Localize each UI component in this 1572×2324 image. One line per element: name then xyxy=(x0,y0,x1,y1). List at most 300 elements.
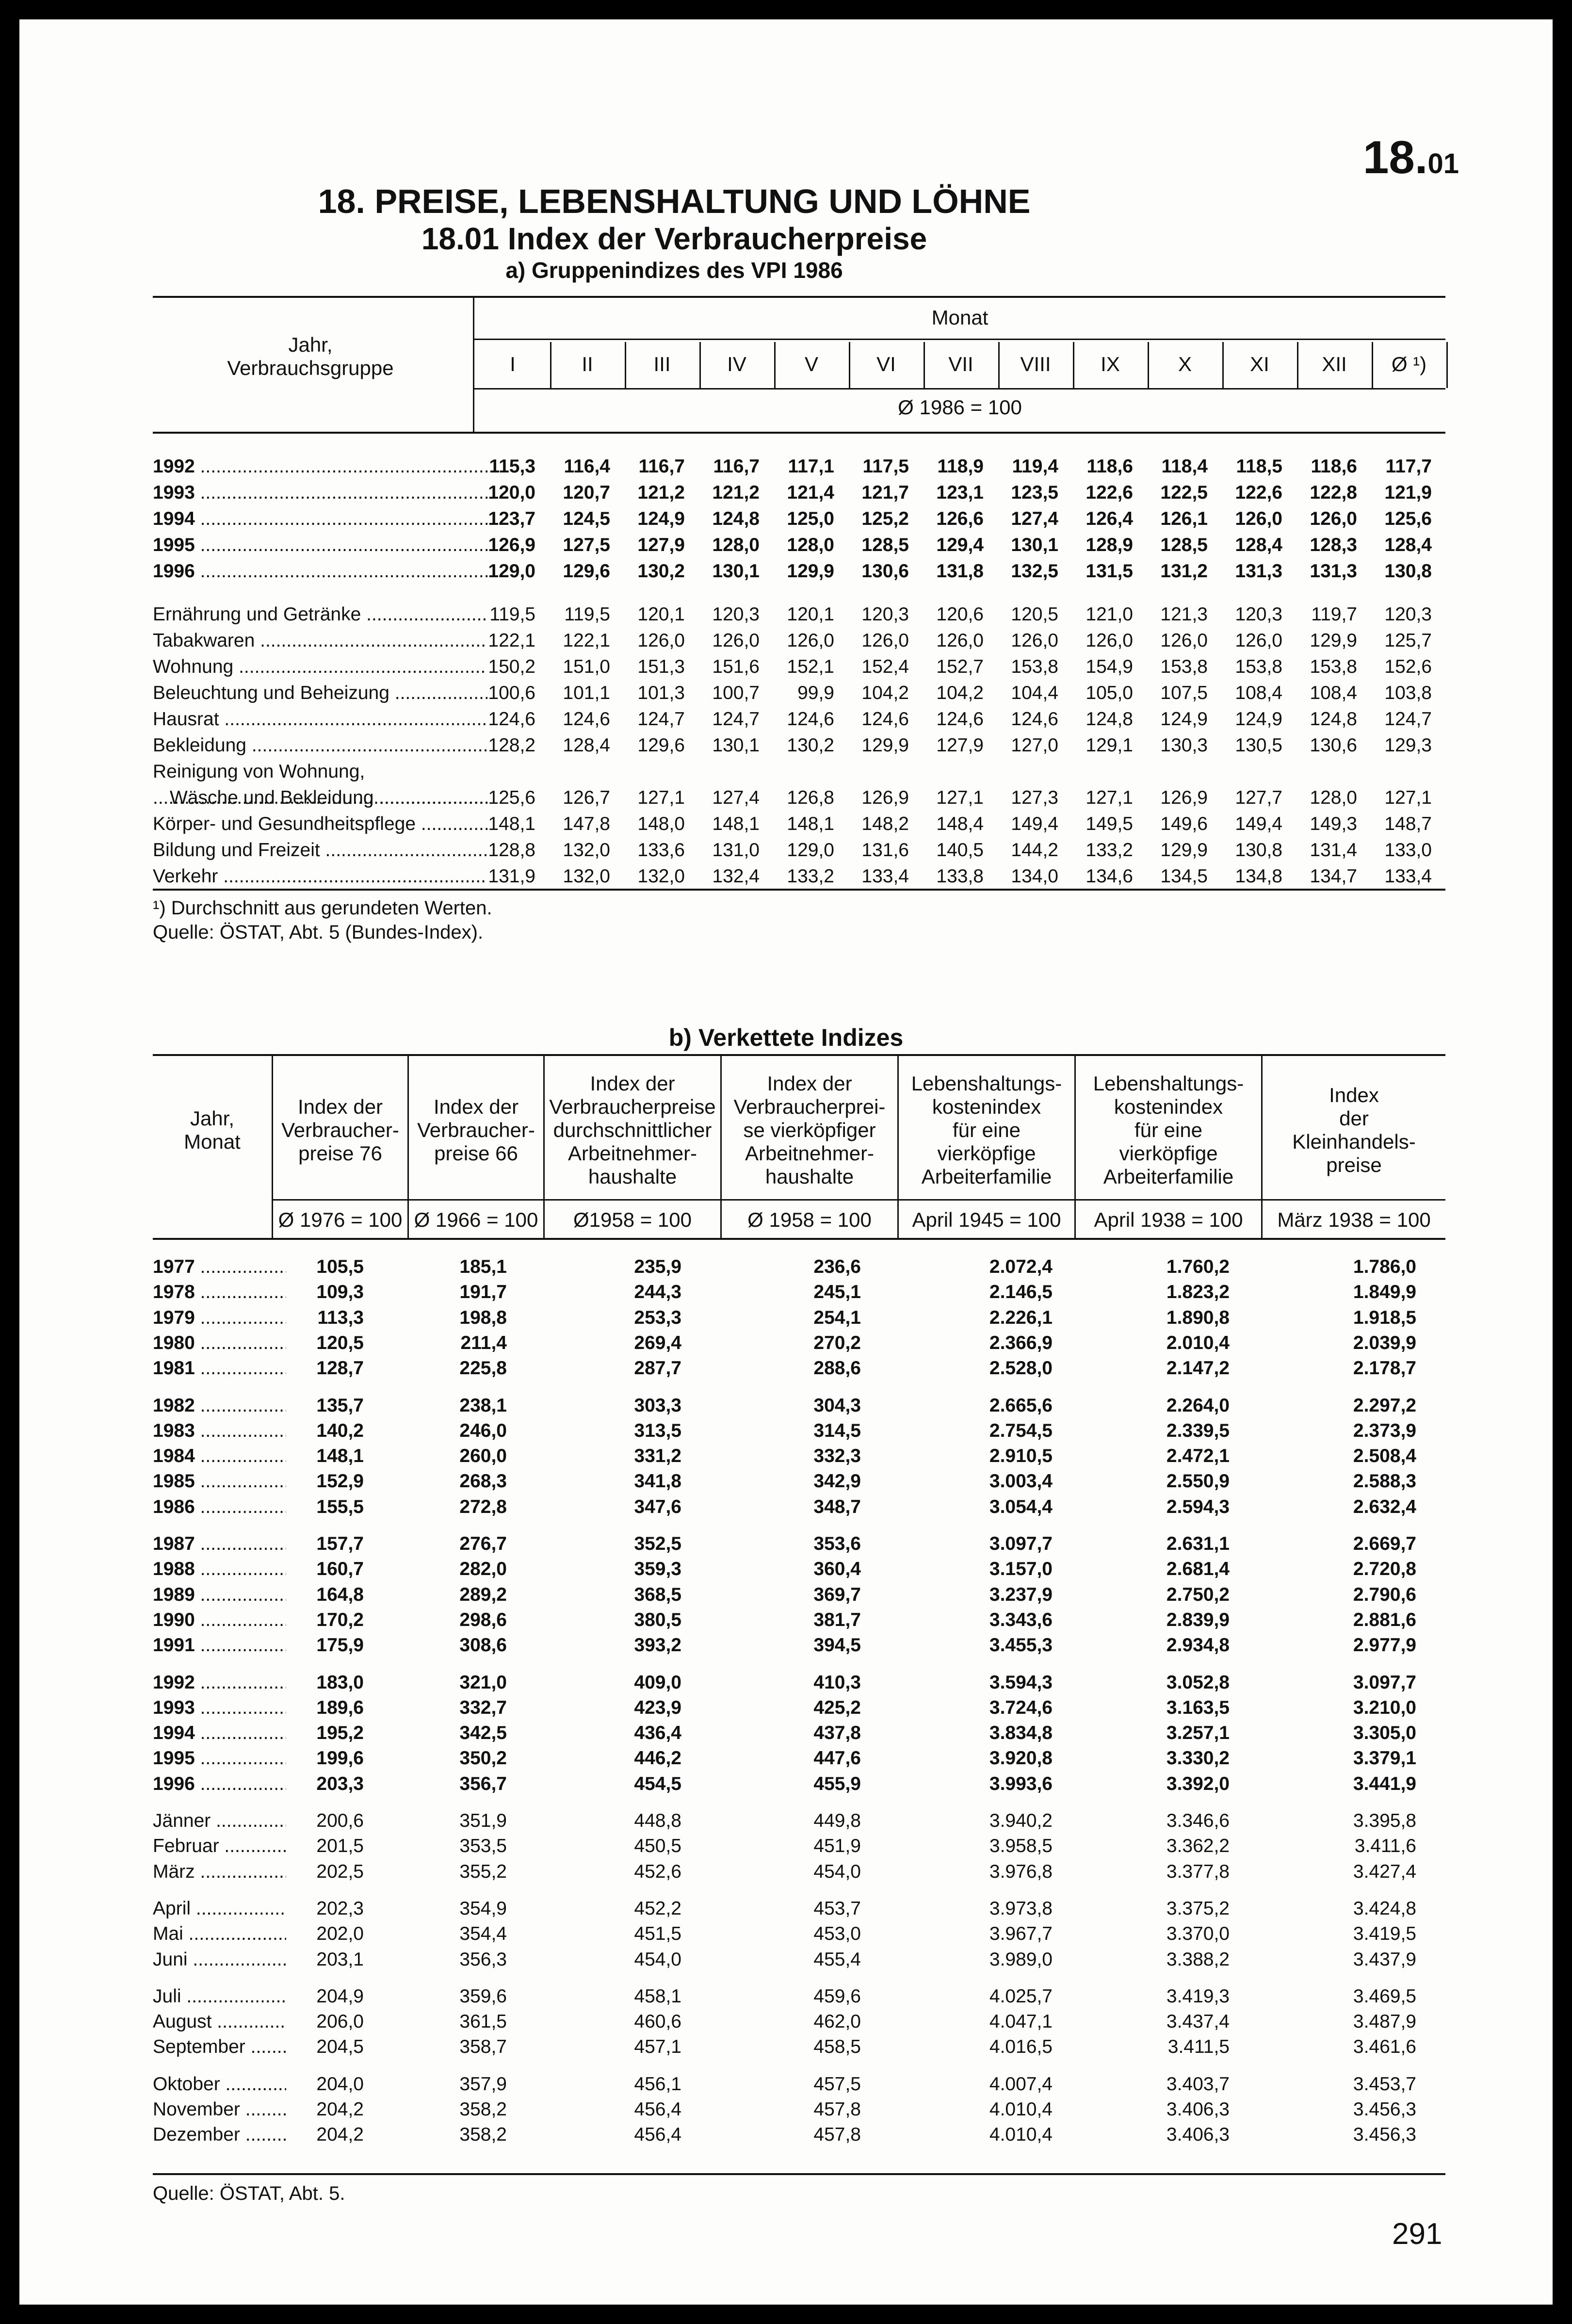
row-label: September ..... xyxy=(153,2036,286,2058)
cell-value: 4.010,4 xyxy=(989,2124,1053,2145)
cell-value: 129,9 xyxy=(1310,630,1357,651)
cell-value: 120,1 xyxy=(787,604,834,625)
group-row xyxy=(19,840,1553,865)
cell-value: 437,8 xyxy=(813,1723,861,1744)
cell-value: 3.305,0 xyxy=(1353,1723,1416,1744)
cell-value: 425,2 xyxy=(813,1697,861,1718)
page-number: 291 xyxy=(1392,2217,1442,2251)
cell-value: 126,6 xyxy=(936,508,984,529)
cell-value: 3.419,5 xyxy=(1353,1923,1416,1945)
year-row xyxy=(19,1748,1553,1773)
cell-value: 118,6 xyxy=(1311,456,1357,477)
cell-value: 351,9 xyxy=(459,1810,507,1831)
cell-value: 452,6 xyxy=(634,1861,681,1882)
cell-value: 120,1 xyxy=(637,604,685,625)
cell-value: 130,8 xyxy=(1384,561,1432,582)
cell-value: 132,0 xyxy=(563,866,610,887)
cell-value: 127,9 xyxy=(637,535,685,555)
cell-value: 358,2 xyxy=(459,2099,507,2120)
cell-value: 133,2 xyxy=(787,866,834,887)
cell-value: 3.210,0 xyxy=(1353,1697,1416,1718)
cell-value: 202,5 xyxy=(316,1861,364,1882)
cell-value: 100,7 xyxy=(712,683,760,703)
cell-value: 119,5 xyxy=(564,604,610,625)
row-label: Februar ..... xyxy=(153,1836,286,1857)
cell-value: 127,1 xyxy=(637,787,685,808)
cell-value: 3.437,4 xyxy=(1166,2011,1230,2032)
cell-value: 3.424,8 xyxy=(1353,1898,1416,1919)
cell-value: 4.016,5 xyxy=(989,2036,1053,2058)
cell-value: 108,4 xyxy=(1235,683,1282,703)
column-rule xyxy=(625,342,626,388)
month-header: VII xyxy=(948,353,973,375)
cell-value: 204,5 xyxy=(316,2036,364,2058)
month-row xyxy=(19,1986,1553,2011)
cell-value: 3.370,0 xyxy=(1166,1923,1230,1945)
cell-value: 124,6 xyxy=(1011,709,1058,730)
row-label: November ..... xyxy=(153,2099,286,2120)
cell-value: 126,9 xyxy=(488,535,535,555)
cell-value: 122,5 xyxy=(1160,482,1208,503)
table-b-stub-header: Jahr, Monat xyxy=(184,1107,241,1153)
cell-value: 118,6 xyxy=(1086,456,1133,477)
cell-value: 3.330,2 xyxy=(1166,1748,1230,1769)
cell-value: 200,6 xyxy=(316,1810,364,1831)
cell-value: 126,4 xyxy=(1086,508,1133,529)
column-header-line: haushalte xyxy=(765,1165,854,1188)
row-label: Bekleidung ..... xyxy=(153,735,487,756)
chapter-title: 18. PREISE, LEBENSHALTUNG UND LÖHNE xyxy=(318,182,1031,220)
column-header-line: vierköpfige xyxy=(1119,1142,1218,1165)
cell-value: 459,6 xyxy=(813,1985,861,2007)
cell-value: 358,2 xyxy=(459,2124,507,2145)
column-header-line: Lebenshaltungs- xyxy=(911,1072,1062,1095)
cell-value: 353,6 xyxy=(813,1533,861,1554)
group-row xyxy=(19,604,1553,629)
row-label: Hausrat ..... xyxy=(153,709,487,730)
cell-value: 2.373,9 xyxy=(1353,1420,1416,1441)
cell-value: 3.487,9 xyxy=(1353,2011,1416,2032)
cell-value: 148,1 xyxy=(316,1446,364,1467)
cell-value: 2.665,6 xyxy=(989,1395,1053,1416)
cell-value: 126,0 xyxy=(637,630,685,651)
cell-value: 321,0 xyxy=(459,1672,507,1693)
cell-value: 120,0 xyxy=(488,482,535,503)
cell-value: 124,6 xyxy=(563,709,610,730)
column-header-line: Kleinhandels- xyxy=(1292,1130,1416,1153)
group-row xyxy=(19,683,1553,708)
cell-value: 140,2 xyxy=(316,1420,364,1441)
cell-value: 131,3 xyxy=(1235,561,1282,582)
column-header-line: Arbeitnehmer- xyxy=(745,1142,875,1165)
cell-value: 289,2 xyxy=(459,1584,507,1605)
column-header-line: Index der xyxy=(767,1072,852,1095)
cell-value: 128,4 xyxy=(563,735,610,756)
cell-value: 1.786,0 xyxy=(1353,1256,1416,1277)
cell-value: 124,6 xyxy=(787,709,834,730)
table-a-bottom-rule xyxy=(153,889,1445,891)
year-row xyxy=(19,1256,1553,1282)
month-row xyxy=(19,1810,1553,1836)
cell-value: 2.750,2 xyxy=(1166,1584,1230,1605)
cell-value: 124,6 xyxy=(936,709,984,730)
cell-value: 460,6 xyxy=(634,2011,681,2032)
cell-value: 298,6 xyxy=(459,1609,507,1630)
cell-value: 127,1 xyxy=(936,787,984,808)
table-a-monat-header: Monat xyxy=(931,306,989,329)
year-row xyxy=(19,1358,1553,1383)
cell-value: 105,5 xyxy=(316,1256,364,1277)
cell-value: 457,8 xyxy=(813,2099,861,2120)
cell-value: 454,0 xyxy=(634,1949,681,1970)
column-header-line: Arbeiterfamilie xyxy=(921,1165,1052,1188)
month-header: IX xyxy=(1101,353,1120,375)
cell-value: 2.072,4 xyxy=(989,1256,1053,1277)
cell-value: 117,5 xyxy=(862,456,909,477)
cell-value: 130,1 xyxy=(712,561,760,582)
cell-value: 119,7 xyxy=(1311,604,1357,625)
cell-value: 157,7 xyxy=(316,1533,364,1554)
cell-value: 246,0 xyxy=(459,1420,507,1441)
year-row xyxy=(19,1496,1553,1522)
cell-value: 128,4 xyxy=(1235,535,1282,555)
cell-value: 122,8 xyxy=(1310,482,1357,503)
year-row xyxy=(19,1559,1553,1584)
month-row xyxy=(19,2124,1553,2149)
cell-value: 123,1 xyxy=(936,482,984,503)
year-row xyxy=(19,1420,1553,1446)
column-header xyxy=(1076,1062,1261,1198)
column-header-line: der xyxy=(1339,1107,1369,1130)
month-row xyxy=(19,1836,1553,1861)
cell-value: 199,6 xyxy=(316,1748,364,1769)
cell-value: 272,8 xyxy=(459,1496,507,1517)
cell-value: 118,5 xyxy=(1236,456,1282,477)
cell-value: 1.823,2 xyxy=(1166,1282,1230,1303)
month-row xyxy=(19,1949,1553,1974)
cell-value: 369,7 xyxy=(813,1584,861,1605)
cell-value: 2.550,9 xyxy=(1166,1471,1230,1492)
column-base: April 1938 = 100 xyxy=(1094,1208,1243,1231)
table-a-top-rule xyxy=(153,296,1445,298)
cell-value: 148,1 xyxy=(787,813,834,834)
cell-value: 129,0 xyxy=(787,840,834,861)
column-header-line: Verbraucher- xyxy=(417,1119,535,1141)
cell-value: 3.993,6 xyxy=(989,1773,1053,1794)
year-row xyxy=(19,1282,1553,1307)
cell-value: 2.720,8 xyxy=(1353,1559,1416,1580)
cell-value: 446,2 xyxy=(634,1748,681,1769)
cell-value: 121,0 xyxy=(1086,604,1133,625)
cell-value: 123,7 xyxy=(488,508,535,529)
cell-value: 458,1 xyxy=(634,1985,681,2007)
row-label: Verkehr ..... xyxy=(153,866,487,887)
cell-value: 3.456,3 xyxy=(1353,2099,1416,2120)
year-row xyxy=(19,1395,1553,1420)
cell-value: 204,9 xyxy=(316,1985,364,2007)
table-title: 18.01 Index der Verbraucherpreise xyxy=(421,221,927,256)
cell-value: 135,7 xyxy=(316,1395,364,1416)
cell-value: 3.346,6 xyxy=(1166,1810,1230,1831)
cell-value: 126,0 xyxy=(1235,508,1282,529)
cell-value: 195,2 xyxy=(316,1723,364,1744)
cell-value: 134,0 xyxy=(1011,866,1058,887)
column-rule xyxy=(1446,342,1448,388)
cell-value: 361,5 xyxy=(459,2011,507,2032)
column-header-line: für eine xyxy=(1134,1119,1203,1141)
cell-value: 2.839,9 xyxy=(1166,1609,1230,1630)
cell-value: 107,5 xyxy=(1160,683,1208,703)
year-row xyxy=(19,1333,1553,1358)
cell-value: 3.395,8 xyxy=(1353,1810,1416,1831)
cell-value: 2.366,9 xyxy=(989,1332,1053,1353)
cell-value: 127,9 xyxy=(936,735,984,756)
cell-value: 2.754,5 xyxy=(989,1420,1053,1441)
row-label: Wohnung ..... xyxy=(153,656,487,678)
month-header: VIII xyxy=(1020,353,1051,375)
cell-value: 3.392,0 xyxy=(1166,1773,1230,1794)
row-label: Wäsche und Bekleidung ..... xyxy=(170,787,487,809)
row-label: Beleuchtung und Beheizung ..... xyxy=(153,683,487,704)
cell-value: 238,1 xyxy=(459,1395,507,1416)
cell-value: 1.890,8 xyxy=(1166,1307,1230,1328)
row-label: Jänner ..... xyxy=(153,1810,286,1832)
cell-value: 410,3 xyxy=(813,1672,861,1693)
cell-value: 127,4 xyxy=(1011,508,1058,529)
cell-value: 131,9 xyxy=(488,866,535,887)
cell-value: 122,1 xyxy=(563,630,610,651)
cell-value: 183,0 xyxy=(316,1672,364,1693)
column-base: Ø 1976 = 100 xyxy=(278,1208,403,1231)
cell-value: 132,0 xyxy=(637,866,685,887)
column-header-line: Index der xyxy=(297,1095,383,1118)
year-row xyxy=(19,1446,1553,1471)
cell-value: 206,0 xyxy=(316,2011,364,2032)
cell-value: 3.594,3 xyxy=(989,1672,1053,1693)
header-base-rule xyxy=(272,1199,1445,1201)
cell-value: 128,5 xyxy=(861,535,909,555)
cell-value: 148,0 xyxy=(637,813,685,834)
cell-value: 2.039,9 xyxy=(1353,1332,1416,1353)
year-row xyxy=(19,1609,1553,1635)
cell-value: 127,0 xyxy=(1011,735,1058,756)
month-row xyxy=(19,2074,1553,2099)
cell-value: 452,2 xyxy=(634,1898,681,1919)
badge-main: 18. xyxy=(1363,131,1428,183)
cell-value: 134,6 xyxy=(1086,866,1133,887)
column-base: März 1938 = 100 xyxy=(1277,1208,1431,1231)
cell-value: 3.054,4 xyxy=(989,1496,1053,1517)
cell-value: 133,2 xyxy=(1086,840,1133,861)
cell-value: 458,5 xyxy=(813,2036,861,2058)
cell-value: 130,2 xyxy=(787,735,834,756)
cell-value: 120,3 xyxy=(1384,604,1432,625)
cell-value: 203,3 xyxy=(316,1773,364,1794)
cell-value: 185,1 xyxy=(459,1256,507,1277)
year-row xyxy=(19,1584,1553,1609)
cell-value: 153,8 xyxy=(1011,656,1058,677)
cell-value: 3.157,0 xyxy=(989,1559,1053,1580)
cell-value: 380,5 xyxy=(634,1609,681,1630)
row-label: 1992 ..... xyxy=(153,456,487,477)
cell-value: 128,3 xyxy=(1310,535,1357,555)
section-b-title: b) Verkettete Indizes xyxy=(668,1024,904,1051)
cell-value: 124,8 xyxy=(1310,709,1357,730)
cell-value: 126,1 xyxy=(1160,508,1208,529)
cell-value: 121,7 xyxy=(861,482,909,503)
cell-value: 287,7 xyxy=(634,1358,681,1379)
cell-value: 269,4 xyxy=(634,1332,681,1353)
cell-value: 124,8 xyxy=(712,508,760,529)
cell-value: 3.453,7 xyxy=(1353,2073,1416,2095)
base-rule xyxy=(474,388,1445,390)
cell-value: 201,5 xyxy=(316,1836,364,1857)
cell-value: 355,2 xyxy=(459,1861,507,1882)
cell-value: 211,4 xyxy=(460,1332,507,1353)
cell-value: 151,0 xyxy=(563,656,610,677)
column-header xyxy=(722,1062,897,1198)
row-label: 1996 ..... xyxy=(153,561,487,582)
cell-value: 148,4 xyxy=(936,813,984,834)
cell-value: 270,2 xyxy=(813,1332,861,1353)
cell-value: 2.631,1 xyxy=(1166,1533,1230,1554)
month-header: I xyxy=(510,353,516,375)
cell-value: 3.343,6 xyxy=(989,1609,1053,1630)
column-header-line: Index xyxy=(1329,1084,1379,1106)
column-header xyxy=(273,1062,407,1198)
cell-value: 101,1 xyxy=(563,683,610,703)
cell-value: 2.226,1 xyxy=(989,1307,1053,1328)
cell-value: 189,6 xyxy=(316,1697,364,1718)
row-label: Juni ..... xyxy=(153,1949,286,1970)
cell-value: 1.760,2 xyxy=(1166,1256,1230,1277)
cell-value: 455,9 xyxy=(813,1773,861,1794)
month-row xyxy=(19,1898,1553,1923)
cell-value: 126,0 xyxy=(1011,630,1058,651)
cell-value: 3.976,8 xyxy=(989,1861,1053,1882)
cell-value: 3.362,2 xyxy=(1166,1836,1230,1857)
cell-value: 99,9 xyxy=(797,683,834,703)
month-header: X xyxy=(1178,353,1192,375)
cell-value: 109,3 xyxy=(316,1282,364,1303)
cell-value: 147,8 xyxy=(563,813,610,834)
column-rule xyxy=(1222,342,1224,388)
cell-value: 150,2 xyxy=(488,656,535,677)
cell-value: 148,7 xyxy=(1384,813,1432,834)
cell-value: 131,3 xyxy=(1310,561,1357,582)
column-rule xyxy=(774,342,776,388)
cell-value: 202,0 xyxy=(316,1923,364,1945)
cell-value: 204,0 xyxy=(316,2073,364,2095)
cell-value: 2.010,4 xyxy=(1166,1332,1230,1353)
cell-value: 127,1 xyxy=(1384,787,1432,808)
cell-value: 457,1 xyxy=(634,2036,681,2058)
cell-value: 152,4 xyxy=(861,656,909,677)
row-label: Juli ..... xyxy=(153,1986,286,2007)
cell-value: 121,2 xyxy=(637,482,685,503)
cell-value: 436,4 xyxy=(634,1723,681,1744)
cell-value: 128,5 xyxy=(1160,535,1208,555)
cell-value: 2.472,1 xyxy=(1166,1446,1230,1467)
page xyxy=(19,19,1553,2305)
cell-value: 2.508,4 xyxy=(1353,1446,1416,1467)
cell-value: 360,4 xyxy=(813,1559,861,1580)
row-label: 1983 ..... xyxy=(153,1420,286,1442)
cell-value: 148,1 xyxy=(488,813,535,834)
cell-value: 124,9 xyxy=(1235,709,1282,730)
cell-value: 124,9 xyxy=(637,508,685,529)
cell-value: 314,5 xyxy=(813,1420,861,1441)
cell-value: 354,9 xyxy=(459,1898,507,1919)
group-row xyxy=(19,735,1553,760)
cell-value: 3.437,9 xyxy=(1353,1949,1416,1970)
cell-value: 108,4 xyxy=(1310,683,1357,703)
cell-value: 3.419,3 xyxy=(1166,1985,1230,2007)
row-label: Ernährung und Getränke ..... xyxy=(153,604,487,625)
cell-value: 129,0 xyxy=(488,561,535,582)
cell-value: 191,7 xyxy=(459,1282,507,1303)
cell-value: 133,0 xyxy=(1384,840,1432,861)
cell-value: 120,7 xyxy=(563,482,610,503)
cell-value: 451,5 xyxy=(634,1923,681,1945)
month-row xyxy=(19,2011,1553,2036)
row-label: Bildung und Freizeit ..... xyxy=(153,840,487,861)
cell-value: 3.469,5 xyxy=(1353,1985,1416,2007)
cell-value: 2.934,8 xyxy=(1166,1635,1230,1656)
cell-value: 130,8 xyxy=(1235,840,1282,861)
month-header: V xyxy=(804,353,818,375)
row-label: 1984 ..... xyxy=(153,1446,286,1467)
cell-value: 149,5 xyxy=(1086,813,1133,834)
year-row xyxy=(19,561,1553,586)
row-label: 1981 ..... xyxy=(153,1358,286,1379)
cell-value: 4.010,4 xyxy=(989,2099,1053,2120)
cell-value: 124,9 xyxy=(1160,709,1208,730)
cell-value: 1.849,9 xyxy=(1353,1282,1416,1303)
cell-value: 260,0 xyxy=(459,1446,507,1467)
row-label: August ..... xyxy=(153,2011,286,2032)
column-rule xyxy=(1073,342,1074,388)
cell-value: 128,0 xyxy=(712,535,760,555)
row-label: 1993 ..... xyxy=(153,482,487,504)
badge-sub: 01 xyxy=(1427,148,1459,179)
cell-value: 123,5 xyxy=(1011,482,1058,503)
row-label: 1995 ..... xyxy=(153,535,487,556)
cell-value: 3.940,2 xyxy=(989,1810,1053,1831)
cell-value: 304,3 xyxy=(813,1395,861,1416)
table-a-base: Ø 1986 = 100 xyxy=(898,396,1022,419)
cell-value: 154,9 xyxy=(1086,656,1133,677)
cell-value: 125,7 xyxy=(1384,630,1432,651)
cell-value: 127,5 xyxy=(563,535,610,555)
cell-value: 3.920,8 xyxy=(989,1748,1053,1769)
row-label: Körper- und Gesundheitspflege ..... xyxy=(153,813,487,835)
cell-value: 451,9 xyxy=(813,1836,861,1857)
cell-value: 117,1 xyxy=(788,456,834,477)
cell-value: 454,5 xyxy=(634,1773,681,1794)
cell-value: 3.375,2 xyxy=(1166,1898,1230,1919)
row-label: 1994 ..... xyxy=(153,1723,286,1744)
cell-value: 170,2 xyxy=(316,1609,364,1630)
cell-value: 393,2 xyxy=(634,1635,681,1656)
cell-value: 3.967,7 xyxy=(989,1923,1053,1945)
cell-value: 130,1 xyxy=(1011,535,1058,555)
cell-value: 341,8 xyxy=(634,1471,681,1492)
cell-value: 3.406,3 xyxy=(1166,2099,1230,2120)
cell-value: 245,1 xyxy=(813,1282,861,1303)
cell-value: 132,0 xyxy=(563,840,610,861)
year-row xyxy=(19,1533,1553,1559)
